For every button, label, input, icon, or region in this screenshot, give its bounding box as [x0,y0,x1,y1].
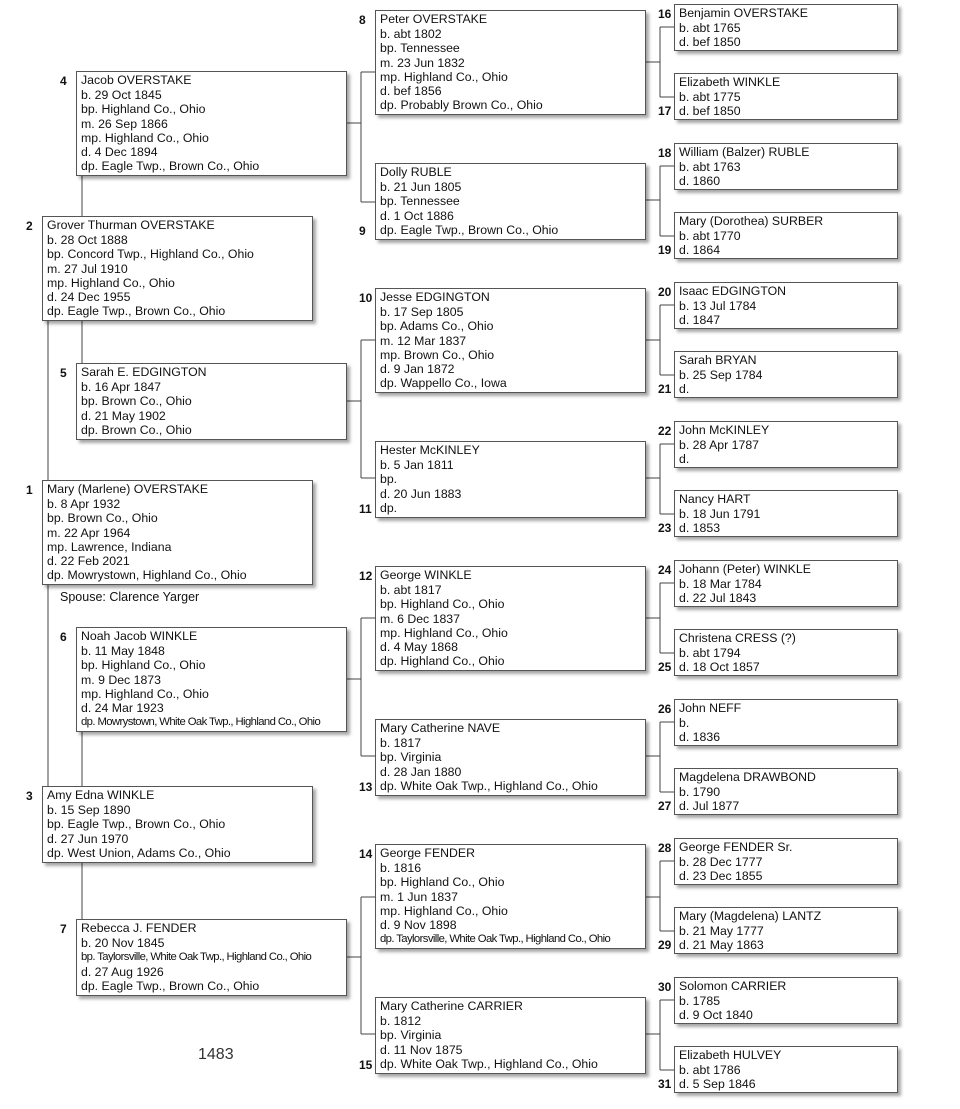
person-number: 25 [658,660,672,674]
person-number: 21 [658,382,672,396]
person-birth: b. abt 1763 [679,160,741,174]
person-box-26[interactable] [658,699,898,746]
person-name: Jacob OVERSTAKE [81,73,192,87]
person-box-17[interactable] [658,73,898,120]
person-number: 13 [359,780,373,794]
person-box-31[interactable] [658,1046,898,1093]
person-number: 2 [26,219,33,233]
spouse-label: Spouse: Clarence Yarger [60,590,200,604]
person-box-24[interactable] [658,560,898,607]
person-number: 19 [658,243,672,257]
person-name: Mary (Magdelena) LANTZ [679,909,822,923]
person-birth: b. [679,716,690,730]
person-name: Nancy HART [679,492,751,506]
person-marriage: m. 1 Jun 1837 [380,889,458,904]
person-box-8[interactable] [359,10,646,115]
person-birth: b. abt 1794 [679,646,741,660]
person-birth: b. abt 1802 [380,27,442,41]
person-box-4[interactable] [60,71,347,176]
person-number: 17 [658,104,672,118]
person-name: Grover Thurman OVERSTAKE [47,218,215,232]
person-number: 28 [658,841,672,855]
person-death: d. bef 1850 [679,35,741,50]
person-number: 3 [26,789,33,803]
person-death: d. [679,452,690,467]
person-marriage: m. 23 Jun 1832 [380,55,465,70]
person-birth: b. 1812 [380,1014,422,1028]
person-birth: b. 28 Oct 1888 [47,233,128,247]
person-birth: b. 1817 [380,736,422,750]
person-birth: b. 5 Jan 1811 [380,458,454,472]
person-death: d. bef 1856 [380,84,442,99]
person-birth: b. 11 May 1848 [81,644,165,658]
person-death-place: dp. Probably Brown Co., Ohio [380,98,543,113]
person-name: Hester McKINLEY [380,443,480,457]
person-number: 5 [60,366,67,380]
person-name: Elizabeth WINKLE [679,75,781,89]
person-name: Noah Jacob WINKLE [81,629,198,643]
person-birth: b. abt 1786 [679,1063,741,1077]
person-birthplace: bp. Highland Co., Ohio [380,875,505,890]
person-death: d. 9 Nov 1898 [380,918,457,933]
person-box-18[interactable] [658,143,898,190]
person-birth: b. 29 Oct 1845 [81,88,162,102]
person-birthplace: bp. Taylorsville, White Oak Twp., Highland Co., Ohio [81,951,312,964]
person-death: d. 1836 [679,730,721,745]
person-number: 20 [658,285,672,299]
person-box-23[interactable] [658,490,898,537]
person-birthplace: bp. Virginia [380,750,442,765]
person-number: 15 [359,1058,373,1072]
person-death: d. 9 Oct 1840 [679,1008,753,1023]
person-birth: b. 21 Jun 1805 [380,180,462,194]
person-birth: b. 17 Sep 1805 [380,305,464,319]
person-name: Isaac EDGINGTON [679,284,787,298]
person-death-place: dp. Eagle Twp., Brown Co., Ohio [47,304,226,319]
person-box-16[interactable] [658,4,898,51]
person-box-25[interactable] [658,629,898,676]
person-name: Jesse EDGINGTON [380,290,490,304]
person-death-place: dp. Mowrystown, White Oak Twp., Highland Co., Ohio [81,716,321,729]
person-birth: b. 15 Sep 1890 [47,803,131,817]
person-marriage: m. 27 Jul 1910 [47,261,128,276]
person-number: 18 [658,146,672,160]
person-name: Dolly RUBLE [380,165,452,179]
person-death-place: dp. Eagle Twp., Brown Co., Ohio [81,159,260,174]
person-box-10[interactable] [359,288,646,393]
person-death-place: dp. Mowrystown, Highland Co., Ohio [47,568,247,583]
person-death: d. 22 Jul 1843 [679,591,757,606]
person-box-28[interactable] [658,838,898,885]
person-birth: b. 25 Sep 1784 [679,368,763,382]
person-birthplace: bp. Highland Co., Ohio [380,597,505,612]
person-name: Mary Catherine CARRIER [380,999,523,1013]
person-name: John NEFF [679,701,742,715]
person-number: 11 [359,502,372,516]
person-name: Rebecca J. FENDER [81,921,197,935]
person-marriage: m. 22 Apr 1964 [47,525,131,540]
person-birth: b. 16 Apr 1847 [81,380,161,394]
person-death: d. 20 Jun 1883 [380,486,462,501]
person-death-place: dp. White Oak Twp., Highland Co., Ohio [380,1056,598,1071]
person-number: 31 [658,1077,672,1091]
person-death-place: dp. White Oak Twp., Highland Co., Ohio [380,778,598,793]
person-box-20[interactable] [658,282,898,329]
person-death: d. 4 Dec 1894 [81,145,158,160]
person-marriage-place: mp. Highland Co., Ohio [380,903,508,918]
person-death: d. 21 May 1863 [679,938,764,953]
page-number: 1483 [198,1046,234,1063]
person-name: Magdelena DRAWBOND [679,770,816,784]
person-birthplace: bp. Eagle Twp., Brown Co., Ohio [47,817,226,832]
person-name: Peter OVERSTAKE [380,12,488,26]
person-box-30[interactable] [658,977,898,1024]
person-death: d. 9 Jan 1872 [380,362,455,377]
person-marriage: m. 26 Sep 1866 [81,116,168,131]
person-death: d. 1860 [679,174,721,189]
person-name: Sarah E. EDGINGTON [81,365,207,379]
person-birth: b. 1785 [679,994,721,1008]
person-birthplace: bp. Adams Co., Ohio [380,319,494,334]
person-birth: b. abt 1775 [679,90,741,104]
person-marriage-place: mp. Highland Co., Ohio [81,130,209,145]
person-name: Sarah BRYAN [679,353,757,367]
person-marriage: m. 6 Dec 1837 [380,611,460,626]
person-birthplace: bp. Highland Co., Ohio [81,102,206,117]
person-death: d. bef 1850 [679,104,741,119]
person-birth: b. 20 Nov 1845 [81,936,165,950]
person-death: d. 5 Sep 1846 [679,1077,756,1092]
person-marriage-place: mp. Brown Co., Ohio [380,347,495,362]
person-name: Johann (Peter) WINKLE [679,562,811,576]
person-name: Mary (Dorothea) SURBER [679,214,824,228]
person-number: 9 [359,224,366,238]
person-name: Mary Catherine NAVE [380,721,501,735]
person-number: 27 [658,799,672,813]
person-birth: b. 13 Jul 1784 [679,299,757,313]
person-marriage-place: mp. Highland Co., Ohio [81,686,209,701]
person-death: d. 4 May 1868 [380,640,458,655]
person-name: John McKINLEY [679,423,770,437]
person-number: 22 [658,424,672,438]
person-number: 8 [359,13,366,27]
person-number: 12 [359,569,373,583]
person-death-place: dp. Eagle Twp., Brown Co., Ohio [380,222,559,237]
person-number: 14 [359,847,373,861]
person-birth: b. 18 Mar 1784 [679,577,762,591]
person-death: d. 27 Aug 1926 [81,964,164,979]
person-box-6[interactable] [60,627,347,732]
person-death: d. 1864 [679,243,721,258]
person-death-place: dp. [380,500,398,515]
person-death-place: dp. West Union, Adams Co., Ohio [47,845,231,860]
person-death: d. 27 Jun 1970 [47,831,129,846]
person-birthplace: bp. Highland Co., Ohio [81,658,206,673]
person-name: George FENDER [380,846,475,860]
person-box-12[interactable] [359,566,646,671]
person-marriage-place: mp. Highland Co., Ohio [380,625,508,640]
person-birthplace: bp. Tennessee [380,41,460,56]
person-death-place: dp. Highland Co., Ohio [380,654,505,669]
person-box-9[interactable] [359,163,646,240]
person-name: William (Balzer) RUBLE [679,145,810,159]
person-number: 16 [658,7,672,21]
person-box-15[interactable] [359,997,646,1074]
person-birth: b. abt 1770 [679,229,741,243]
person-birth: b. 21 May 1777 [679,924,764,938]
person-box-27[interactable] [658,768,898,815]
person-name: Christena CRESS (?) [679,631,796,645]
person-marriage-place: mp. Highland Co., Ohio [47,275,175,290]
person-number: 1 [26,483,33,497]
person-name: Solomon CARRIER [679,979,787,993]
person-birth: b. 28 Apr 1787 [679,438,759,452]
person-birth: b. 8 Apr 1932 [47,497,121,511]
person-marriage: m. 12 Mar 1837 [380,333,467,348]
person-birthplace: bp. Concord Twp., Highland Co., Ohio [47,247,254,262]
person-marriage-place: mp. Lawrence, Indiana [47,539,172,554]
person-name: George FENDER Sr. [679,840,793,854]
person-number: 10 [359,291,373,305]
person-box-14[interactable] [359,844,646,949]
person-box-5[interactable] [60,363,347,440]
person-name: Benjamin OVERSTAKE [679,6,808,20]
person-birthplace: bp. Tennessee [380,194,460,209]
person-death: d. 23 Dec 1855 [679,869,763,884]
person-death: d. 1847 [679,313,721,328]
person-death: d. 22 Feb 2021 [47,554,130,569]
person-birth: b. 1790 [679,785,721,799]
person-birthplace: bp. Brown Co., Ohio [47,511,158,526]
person-number: 6 [60,630,67,644]
person-death: d. 18 Oct 1857 [679,660,760,675]
person-number: 4 [60,74,67,88]
person-death: d. Jul 1877 [679,799,740,814]
person-death-place: dp. Taylorsville, White Oak Twp., Highland Co., Ohio [380,933,611,946]
person-death-place: dp. Brown Co., Ohio [81,422,192,437]
person-death: d. 28 Jan 1880 [380,764,462,779]
person-number: 26 [658,702,672,716]
person-birth: b. 28 Dec 1777 [679,855,763,869]
person-name: George WINKLE [380,568,472,582]
person-birthplace: bp. Brown Co., Ohio [81,394,192,409]
person-birth: b. 1816 [380,861,422,875]
person-number: 24 [658,563,672,577]
person-box-2[interactable] [26,216,313,321]
person-number: 29 [658,938,672,952]
person-birth: b. 18 Jun 1791 [679,507,761,521]
person-number: 30 [658,980,672,994]
person-name: Amy Edna WINKLE [47,788,155,802]
person-box-7[interactable] [60,919,347,996]
person-marriage: m. 9 Dec 1873 [81,672,161,687]
person-box-13[interactable] [359,719,646,796]
person-death: d. [679,382,690,397]
person-number: 7 [60,922,67,936]
person-box-21[interactable] [658,351,898,398]
person-birthplace: bp. [380,472,398,487]
person-box-11[interactable] [359,441,646,518]
person-box-29[interactable] [658,907,898,954]
person-birth: b. abt 1765 [679,21,741,35]
person-death-place: dp. Eagle Twp., Brown Co., Ohio [81,978,260,993]
person-birthplace: bp. Virginia [380,1028,442,1043]
person-name: Elizabeth HULVEY [679,1048,782,1062]
person-death: d. 1 Oct 1886 [380,208,454,223]
person-death: d. 1853 [679,521,721,536]
person-marriage-place: mp. Highland Co., Ohio [380,69,508,84]
person-number: 23 [658,521,672,535]
person-birth: b. abt 1817 [380,583,442,597]
person-name: Mary (Marlene) OVERSTAKE [47,482,209,496]
person-death: d. 24 Dec 1955 [47,290,131,305]
person-death: d. 24 Mar 1923 [81,701,164,716]
person-box-3[interactable] [26,786,313,863]
person-box-19[interactable] [658,212,898,259]
person-death: d. 11 Nov 1875 [380,1042,463,1057]
person-death-place: dp. Wappello Co., Iowa [380,376,507,391]
person-box-22[interactable] [658,421,898,468]
person-death: d. 21 May 1902 [81,408,166,423]
person-box-1[interactable] [26,480,313,585]
